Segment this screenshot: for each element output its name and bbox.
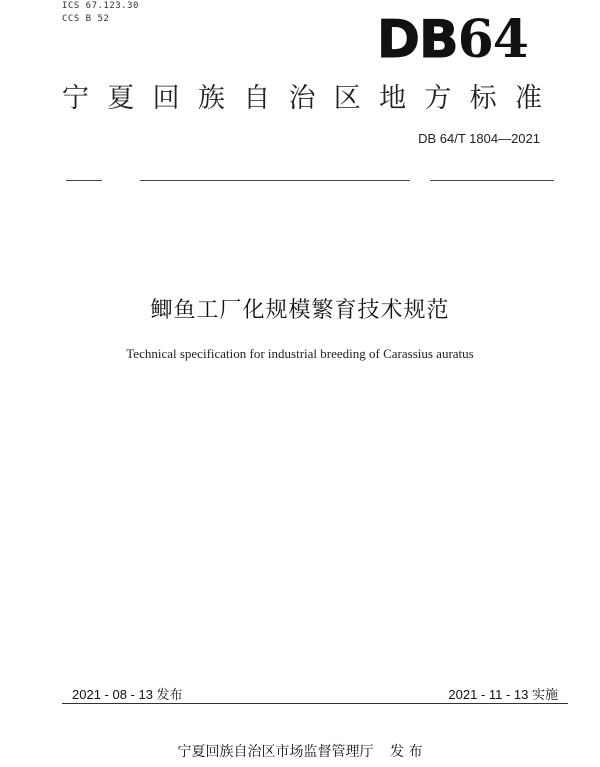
classification-codes xyxy=(62,0,139,26)
banner-char: 准 xyxy=(514,83,542,114)
issuer-action: 发 布 xyxy=(390,744,423,760)
banner-char: 回 xyxy=(152,83,180,114)
ics-code: ICS 67.123.30 xyxy=(62,1,139,11)
banner-char: 夏 xyxy=(107,83,135,114)
banner-char: 标 xyxy=(469,83,497,114)
banner-char: 宁 xyxy=(62,83,89,114)
standard-banner xyxy=(62,82,542,116)
db64-logo xyxy=(376,9,528,70)
banner-char: 地 xyxy=(379,83,407,114)
header-divider-right xyxy=(430,180,554,181)
header-divider-left xyxy=(66,180,102,181)
ccs-code: CCS B 52 xyxy=(62,14,110,24)
banner-char: 治 xyxy=(288,83,316,114)
banner-char: 自 xyxy=(243,83,271,114)
document-title-chinese: 鲫鱼工厂化规模繁育技术规范 xyxy=(150,298,450,323)
banner-char: 族 xyxy=(197,83,225,114)
banner-char: 区 xyxy=(333,83,361,114)
issuing-authority xyxy=(0,741,600,761)
logo-number-text: 64 xyxy=(457,9,528,70)
logo-db-text: DB xyxy=(376,10,458,70)
standard-number: DB 64/T 1804—2021 xyxy=(418,131,540,146)
issuer-name: 宁夏回族自治区市场监督管理厅 xyxy=(177,744,374,760)
footer-divider xyxy=(62,703,568,704)
issue-date: 2021 - 08 - 13 发布 xyxy=(72,687,183,702)
implementation-date: 2021 - 11 - 13 实施 xyxy=(448,687,558,702)
banner-char: 方 xyxy=(424,83,452,114)
document-title-english: Technical specification for industrial breeding of Carassius auratus xyxy=(126,346,474,361)
header-divider-middle xyxy=(140,180,410,181)
